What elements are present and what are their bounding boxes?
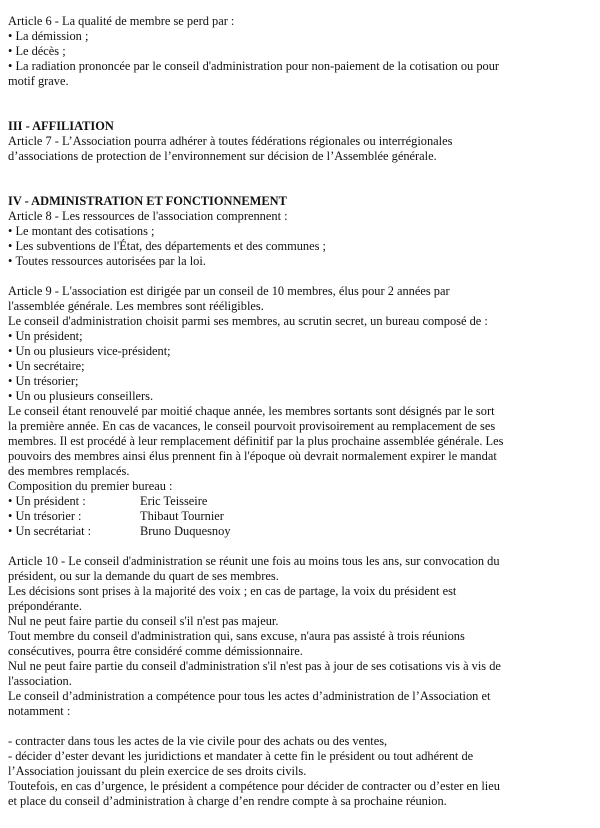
- article-10-power: - décider d’ester devant les juridictions et mandater à cette fin le président ou tout adhérent de: [8, 749, 474, 763]
- list-item: • Un secrétaire;: [8, 359, 584, 374]
- list-item: • Un ou plusieurs conseillers.: [8, 389, 584, 404]
- article-10-line: Article 10 - Le conseil d'administration se réunit une fois au moins tous les ans, sur convocation du: [8, 554, 500, 568]
- article-7-line: d’associations de protection de l’environnement sur décision de l’Assemblée générale.: [8, 149, 437, 163]
- article-9-line: Le conseil étant renouvelé par moitié chaque année, les membres sortants sont désignés par le sort: [8, 404, 495, 418]
- section-heading: IV - ADMINISTRATION ET FONCTIONNEMENT: [8, 194, 287, 208]
- article-10-power: - contracter dans tous les actes de la vie civile pour des achats ou des ventes,: [8, 734, 388, 748]
- article-10-line: président, ou sur la demande du quart de ses membres.: [8, 569, 279, 583]
- article-9-line: des membres remplacés.: [8, 464, 130, 478]
- article-10-line: notamment :: [8, 704, 71, 718]
- list-item: • Un trésorier;: [8, 374, 584, 389]
- article-8-title: Article 8 - Les ressources de l'association comprennent :: [8, 209, 288, 223]
- article-9-line: Article 9 - L'association est dirigée par un conseil de 10 membres, élus pour 2 années par: [8, 284, 450, 298]
- article-9-line: la première année. En cas de vacances, le conseil pourvoit provisoirement au remplacement de ses: [8, 419, 496, 433]
- list-item: • Le montant des cotisations ;: [8, 224, 584, 239]
- section-heading: III - AFFILIATION: [8, 119, 114, 133]
- list-item: • Un ou plusieurs vice-président;: [8, 344, 584, 359]
- list-item: • La démission ;: [8, 29, 584, 44]
- article-10-line: Les décisions sont prises à la majorité des voix ; en cas de partage, la voix du président est: [8, 584, 457, 598]
- bureau-name: Bruno Duquesnoy: [140, 524, 231, 538]
- article-8: [8, 209, 584, 269]
- article-10-line: consécutives, pourra être considéré comme démissionnaire.: [8, 644, 303, 658]
- article-10-power: l’Association jouissant du plein exercice de ses droits civils.: [8, 764, 307, 778]
- article-9-line: l'assemblée générale. Les membres sont rééligibles.: [8, 299, 264, 313]
- bureau-role: • Un trésorier :: [8, 509, 140, 524]
- list-item-continuation: motif grave.: [8, 74, 69, 88]
- bureau-row: [8, 524, 584, 539]
- bureau-name: Eric Teisseire: [140, 494, 208, 508]
- article-10-line: Nul ne peut faire partie du conseil s'il n'est pas majeur.: [8, 614, 279, 628]
- article-10-line: Le conseil d’administration a compétence pour tous les actes d’administration de l’Association et: [8, 689, 491, 703]
- bureau-role: • Un secrétariat :: [8, 524, 140, 539]
- bureau-row: [8, 509, 584, 524]
- article-10-power: et place du conseil d’administration à charge d’en rendre compte à sa prochaine réunion.: [8, 794, 447, 808]
- bureau-title: Composition du premier bureau :: [8, 479, 173, 493]
- article-10: [8, 554, 584, 809]
- article-7-line: Article 7 - L’Association pourra adhérer à toutes fédérations régionales ou interrégionales: [8, 134, 453, 148]
- article-6: [8, 14, 584, 89]
- article-9: [8, 284, 584, 539]
- list-item: • Un président;: [8, 329, 584, 344]
- bureau-role: • Un président :: [8, 494, 140, 509]
- bureau-row: [8, 494, 584, 509]
- list-item: • La radiation prononcée par le conseil d'administration pour non-paiement de la cotisation ou pour: [8, 59, 584, 74]
- list-item: • Le décès ;: [8, 44, 584, 59]
- section-administration: [8, 194, 584, 809]
- bureau-name: Thibaut Tournier: [140, 509, 224, 523]
- article-9-line: Le conseil d'administration choisit parmi ses membres, au scrutin secret, un bureau composé de :: [8, 314, 488, 328]
- article-10-line: Nul ne peut faire partie du conseil d'administration s'il n'est pas à jour de ses cotisations vis à vis de: [8, 659, 501, 673]
- article-10-line: l'association.: [8, 674, 72, 688]
- article-10-line: Tout membre du conseil d'administration qui, sans excuse, n'aura pas assisté à trois réunions: [8, 629, 465, 643]
- article-9-line: membres. Il est procédé à leur remplacement définitif par la plus prochaine assemblée générale. Les: [8, 434, 504, 448]
- article-9-line: pouvoirs des membres ainsi élus prennent fin à l'époque où devrait normalement expirer le mandat: [8, 449, 497, 463]
- section-affiliation: [8, 119, 584, 164]
- article-6-title: Article 6 - La qualité de membre se perd par :: [8, 14, 235, 28]
- list-item: • Toutes ressources autorisées par la loi.: [8, 254, 584, 269]
- article-10-power: Toutefois, en cas d’urgence, le président a compétence pour décider de contracter ou d’ester en lieu: [8, 779, 500, 793]
- article-10-line: prépondérante.: [8, 599, 82, 613]
- list-item: • Les subventions de l'État, des départements et des communes ;: [8, 239, 584, 254]
